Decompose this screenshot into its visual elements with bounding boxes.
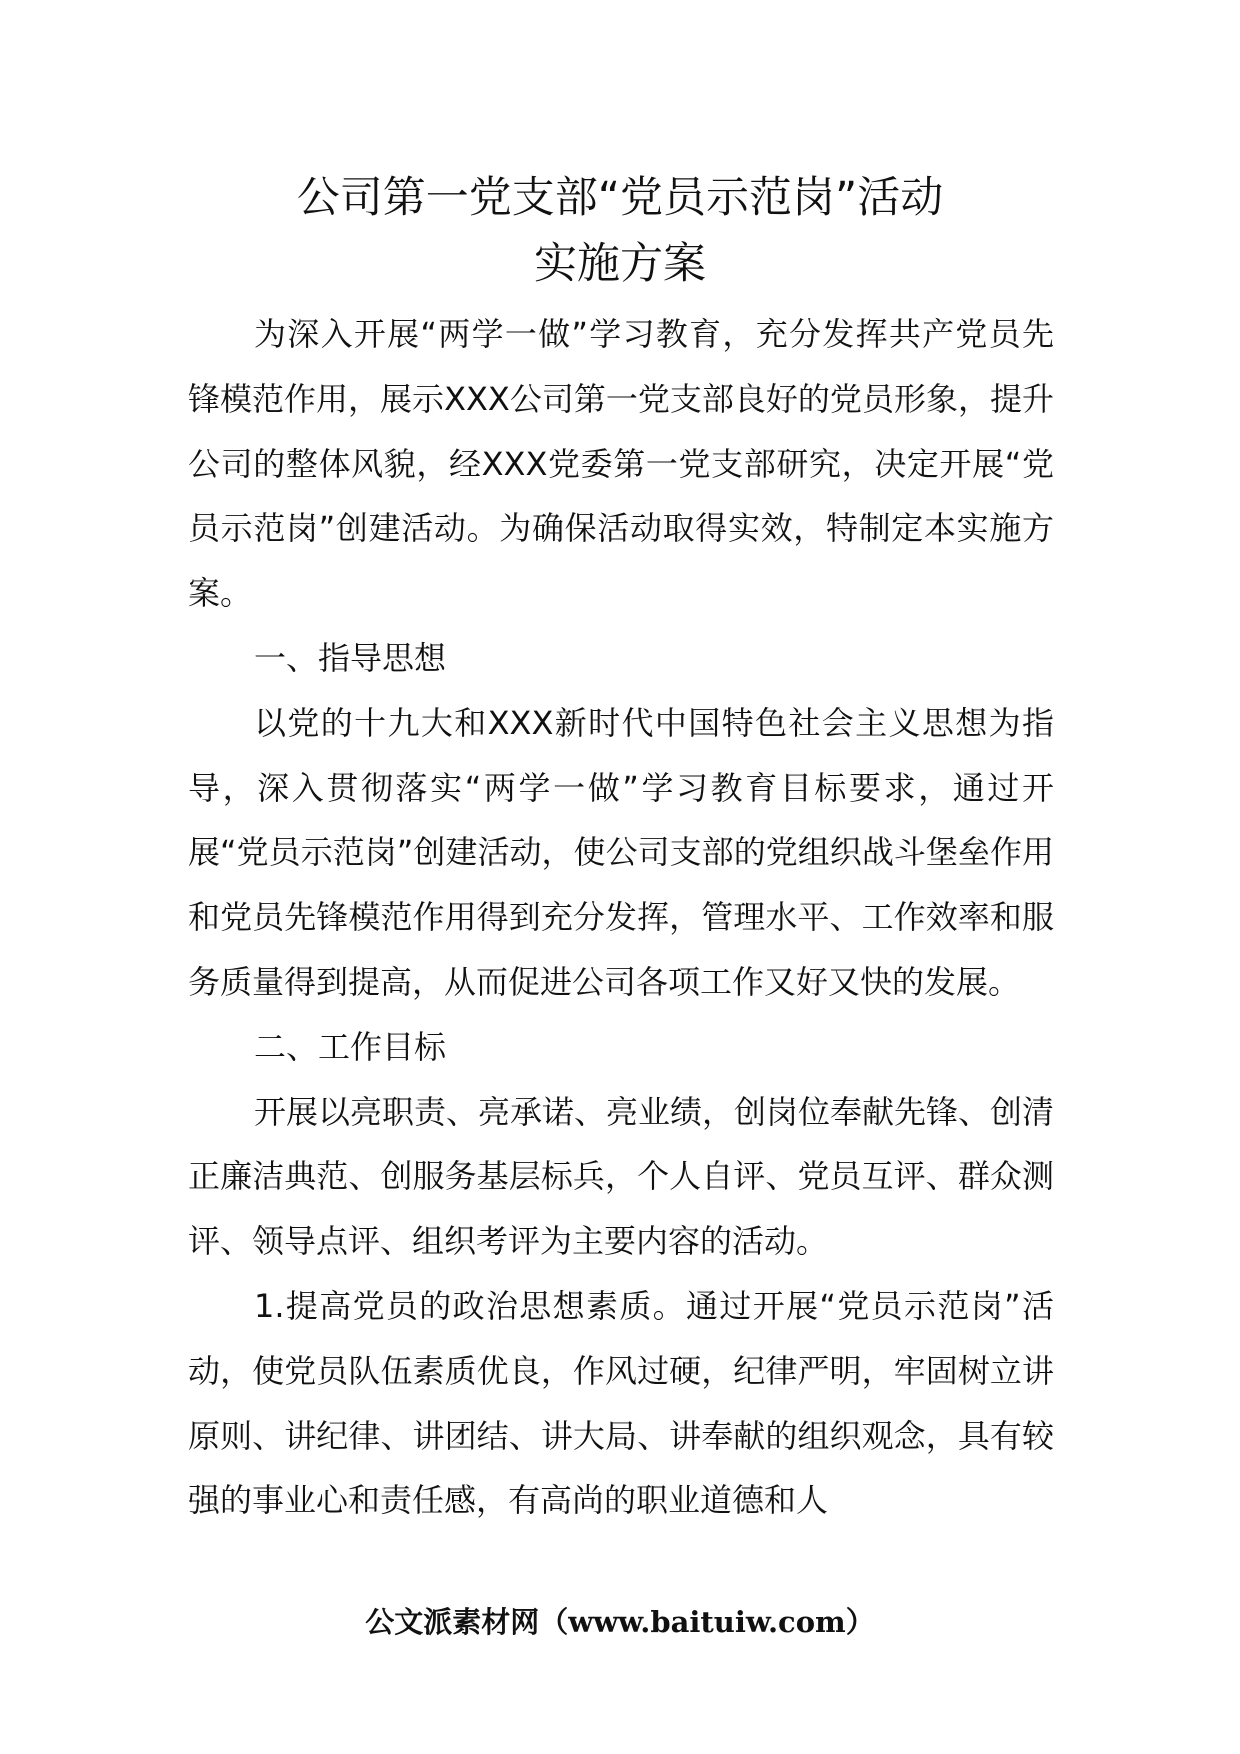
section-2-paragraph: 开展以亮职责、亮承诺、亮业绩，创岗位奉献先锋、创清正廉洁典范、创服务基层标兵，个人自评、党员互评、群众测评、领导点评、组织考评为主要内容的活动。 xyxy=(188,1092,1055,1261)
intro-paragraph: 为深入开展“两学一做”学习教育，充分发挥共产党员先锋模范作用，展示XXX公司第一党支部良好的党员形象，提升公司的整体风貌，经XXX党委第一党支部研究，决定开展“党员示范岗”创建活动。为确保活动取得实效，特制定本实施方案。 xyxy=(188,315,1054,613)
document-body xyxy=(188,302,1054,1533)
section-1-heading: 一、指导思想 xyxy=(254,638,447,677)
document-title-line-2: 实施方案 xyxy=(534,239,706,289)
item-1-paragraph: 1.提高党员的政治思想素质。通过开展“党员示范岗”活动，使党员队伍素质优良，作风过硬，纪律严明，牢固树立讲原则、讲纪律、讲团结、讲大局、讲奉献的组织观念，具有较强的事业心和责任感，有高尚的职业道德和人 xyxy=(188,1286,1054,1520)
document-title-line-1: 公司第一党支部“党员示范岗”活动 xyxy=(296,173,944,223)
footer-watermark: 公文派素材网（www.baituiw.com） xyxy=(365,1605,875,1639)
section-2-heading: 二、工作目标 xyxy=(254,1027,447,1066)
section-1-paragraph: 以党的十九大和XXX新时代中国特色社会主义思想为指导，深入贯彻落实“两学一做”学习教育目标要求，通过开展“党员示范岗”创建活动，使公司支部的党组织战斗堡垒作用和党员先锋模范作用得到充分发挥，管理水平、工作效率和服务质量得到提高，从而促进公司各项工作又好又快的发展。 xyxy=(188,703,1054,1001)
